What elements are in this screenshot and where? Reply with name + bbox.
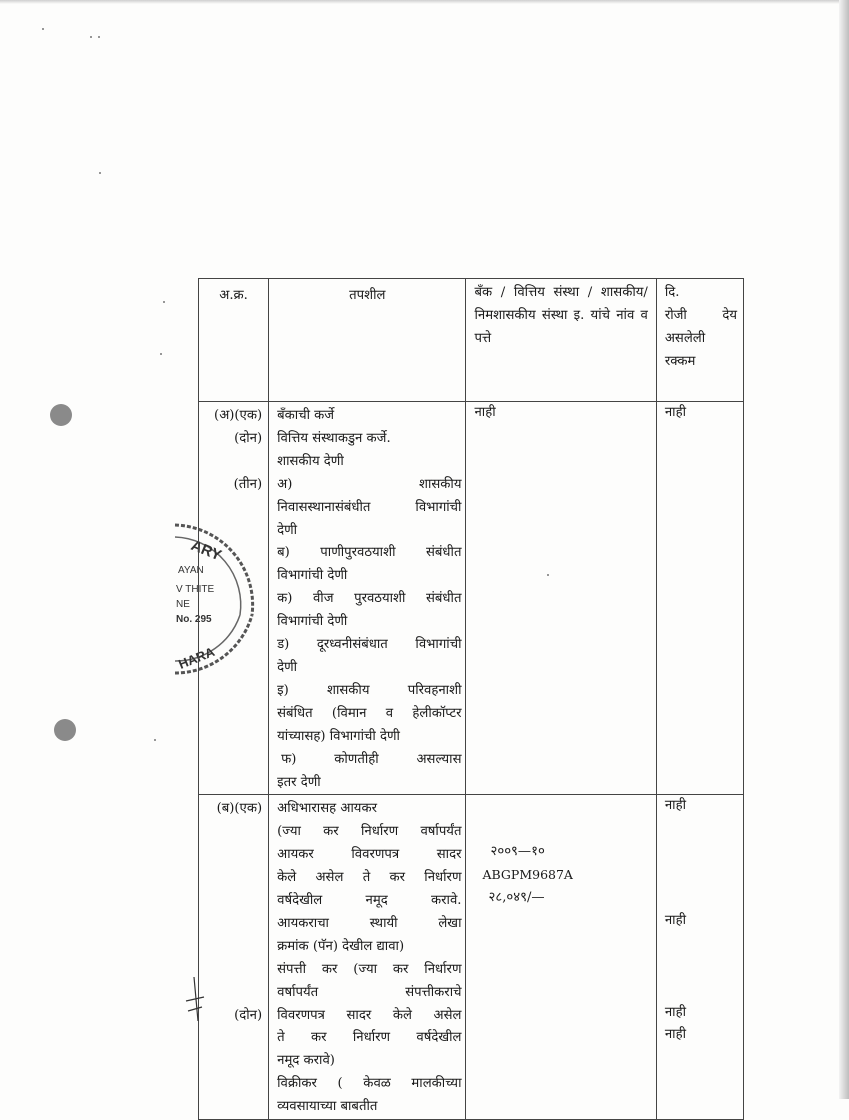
scan-speck <box>163 301 165 303</box>
serial-b-1: (ब)(एक) <box>216 801 263 817</box>
stamp-line-3: NE <box>176 599 190 610</box>
detail-line: क) वीज पुरवठयाशी संबंधीत <box>277 591 462 607</box>
serial-cell-a <box>199 402 269 795</box>
page-top-edge <box>0 0 849 4</box>
scan-speck <box>90 36 92 38</box>
detail-line: देणी <box>277 522 298 538</box>
header-amount-line-3: असलेली <box>664 330 706 346</box>
detail-line: ते कर निर्धारण वर्षदेखील <box>277 1030 462 1046</box>
scan-speck <box>154 739 156 741</box>
detail-line: इतर देणी <box>277 774 321 790</box>
detail-line: नमूद करावे) <box>277 1053 335 1069</box>
serial-a-1: (अ)(एक) <box>214 408 263 423</box>
amount-b-4: नाही <box>664 1027 686 1043</box>
margin-pen-mark <box>180 975 210 1025</box>
detail-line: अधिभारासह आयकर <box>277 801 377 817</box>
detail-line: बँकाची कर्जे <box>277 408 335 423</box>
detail-line: आयकराचा स्थायी लेखा <box>277 915 462 931</box>
scan-speck <box>42 28 44 30</box>
amount-b-2: नाही <box>664 912 686 928</box>
scan-speck <box>99 172 101 174</box>
page-right-edge <box>839 0 849 1099</box>
bank-cell-b <box>466 795 656 1120</box>
stamp-top-text: ARY <box>188 536 224 565</box>
stamp-line-1: AYAN <box>178 565 204 576</box>
detail-line: देणी <box>277 659 298 675</box>
punch-hole <box>54 719 76 741</box>
details-cell-a <box>269 402 466 795</box>
amount-cell-a: नाही <box>656 402 743 795</box>
header-amount-line-2: रोजी देय <box>664 307 737 323</box>
header-details: तपशील <box>269 279 466 402</box>
detail-line: वित्तिय संस्थाकडुन कर्जे. <box>277 430 391 446</box>
amount-b-1: नाही <box>664 798 686 814</box>
detail-line: संबंधित (विमान व हेलीकॉप्टर <box>277 705 462 721</box>
pan-number: ABGPM9687A <box>482 867 573 883</box>
detail-line: वर्षदेखील नमूद करावे. <box>277 893 462 909</box>
serial-a-2: (दोन) <box>234 430 263 446</box>
detail-line: फ) कोणतीही असल्यास <box>281 751 462 767</box>
serial-a-3: (तीन) <box>233 476 263 492</box>
table-row <box>199 795 744 1120</box>
table-row <box>199 402 744 795</box>
income-tax-amount: २८,०४९/— <box>488 890 545 906</box>
detail-line: निवासस्थानासंबंधीत विभागांची <box>277 499 462 515</box>
scan-speck <box>98 36 100 38</box>
header-amount-line-4: रक्कम <box>664 353 696 369</box>
detail-line: क्रमांक (पॅन) देखील द्यावा) <box>277 938 405 954</box>
header-amount-line-1: दि. <box>664 285 680 300</box>
detail-line: विवरणपत्र सादर केले असेल <box>277 1007 462 1023</box>
detail-line: (ज्या कर निर्धारण वर्षापर्यंत <box>277 824 462 840</box>
details-cell-b <box>269 795 466 1120</box>
detail-line: ड) दूरध्वनीसंबंधात विभागांची <box>277 637 462 653</box>
detail-line: आयकर विवरणपत्र सादर <box>277 847 462 863</box>
detail-line: वर्षापर्यंत संपत्तीकराचे <box>277 984 462 1000</box>
bank-cell-a: नाही <box>466 402 656 795</box>
detail-line: शासकीय देणी <box>277 453 344 469</box>
amount-b-3: नाही <box>664 1004 686 1020</box>
stamp-line-4: No. 295 <box>176 614 212 625</box>
detail-line: संपत्ती कर (ज्या कर निर्धारण <box>277 961 462 977</box>
table-header-row <box>199 279 744 402</box>
stamp-bottom-text: HARA <box>176 643 217 672</box>
detail-line: विभागांची देणी <box>277 614 348 630</box>
detail-line: व्यवसायाच्या बाबतीत <box>277 1099 378 1115</box>
stamp-line-2: V THITE <box>176 584 215 595</box>
amount-cell-b <box>656 795 743 1120</box>
scan-speck <box>160 353 162 355</box>
detail-line: अ) शासकीय <box>277 476 462 492</box>
serial-b-2: (दोन) <box>234 1007 263 1023</box>
header-institution-names: बँक / वित्तिय संस्था / शासकीय/निमशासकीय संस्था इ. यांचे नांव व पत्ते <box>466 279 656 402</box>
detail-line: विक्रीकर ( केवळ मालकीच्या <box>277 1076 462 1092</box>
detail-line: इ) शासकीय परिवहनाशी <box>277 682 462 698</box>
detail-line: केले असेल ते कर निर्धारण <box>277 870 462 886</box>
header-amount-due <box>656 279 743 402</box>
serial-cell-b <box>199 795 269 1120</box>
header-serial-no: अ.क्र. <box>199 279 269 402</box>
detail-line: यांच्यासह) विभागांची देणी <box>277 728 400 744</box>
liabilities-table <box>198 278 744 1120</box>
assessment-year: २००९—१० <box>490 844 545 860</box>
detail-line: ब) पाणीपुरवठयाशी संबंधीत <box>277 545 462 561</box>
detail-line: विभागांची देणी <box>277 568 348 584</box>
punch-hole <box>50 404 72 426</box>
